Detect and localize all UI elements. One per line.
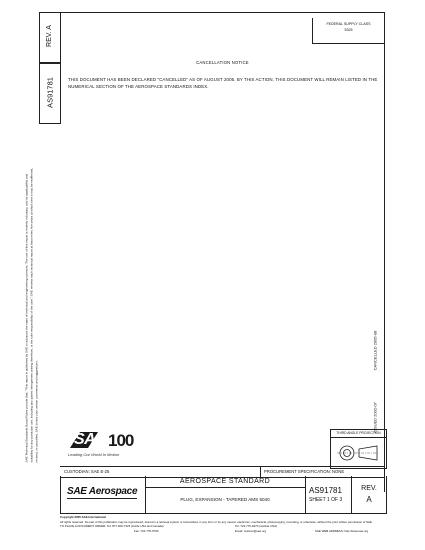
sheet-info: SHEET 1 OF 3 [309, 497, 343, 503]
third-angle-projection-icon [331, 438, 386, 468]
footer-order-row-2 [60, 529, 390, 534]
third-angle-projection-box [330, 429, 387, 469]
footer-tel-outside: Tel: 724-776-4970 (outside USA) [235, 524, 278, 529]
title-rev-value: A [366, 495, 372, 504]
side-std-number: AS91781 [45, 77, 55, 108]
title-rev-label: REV. [361, 485, 377, 492]
side-rev-value: A [46, 25, 53, 30]
side-std-box [39, 62, 61, 124]
logo-tagline: Leading Our World In Motion [68, 452, 120, 457]
side-rev-label: REV. [46, 31, 53, 47]
footer-email: Email: custsvc@sae.org [235, 528, 267, 533]
footer-rights: All rights reserved. No part of this publication may be reproduced, stored in a retrieval system or transmitted, in any form or by any means, electronic, mechanical, photocopying, recording, or otherwise, without the prior written permission of SAE. [60, 519, 373, 524]
footer-order-line-1: TO PLACE A DOCUMENT ORDER: Tel: 877-606-7323 (inside USA and Canada) [60, 524, 164, 529]
title-block [60, 476, 387, 514]
logo-underline [67, 498, 137, 499]
title-block-logo-cell [61, 476, 146, 513]
procurement-label: PROCUREMENT SPECIFICATION: NONE [264, 469, 345, 474]
footer-web: SAE WEB ADDRESS: http://www.sae.org [315, 528, 369, 533]
footer-order-line-2: Fax: 724-776-0790 [134, 528, 159, 533]
footer-copyright: Copyright 2005 SAE International [60, 515, 106, 519]
notice-title: CANCELLATION NOTICE [196, 60, 249, 65]
side-issued-date: ISSUED 2002-07 [372, 402, 378, 433]
footer [60, 515, 390, 533]
sae-mark: SAE [74, 431, 106, 448]
notice-body: THIS DOCUMENT HAS BEEN DECLARED "CANCELLED" AS OF AUGUST 2005. BY THIS ACTION, THIS DOCUMENT WILL REMAIN LISTED IN THE NUMERICAL SECTION OF THE AEROSPACE STANDARDS INDEX. [68, 77, 378, 89]
third-angle-label: THIRD ANGLE PROJECTION [331, 430, 386, 438]
page-border-right [384, 12, 385, 492]
doc-number: AS91781 [309, 486, 342, 495]
custodian-label: CUSTODIAN: SAE E-25 [64, 469, 110, 474]
sae-aerospace-logo: SAE Aerospace [67, 486, 138, 497]
title-cell: PLUG, EXPANSION - TAPERED AMS 5040 [180, 497, 270, 502]
side-rev-box [39, 12, 61, 64]
category-cell: AEROSPACE STANDARD [145, 476, 305, 488]
page-border-top [60, 12, 385, 13]
anniversary-mark: 100 [108, 431, 134, 450]
side-cancelled-date: CANCELLED 2005-08 [372, 330, 378, 371]
sae-100-logo [66, 428, 156, 458]
federal-supply-class-label: FEDERAL SUPPLY CLASS [326, 22, 371, 26]
side-rev [46, 16, 54, 56]
title-divider [305, 476, 306, 513]
federal-supply-class-box [312, 18, 384, 44]
federal-supply-class-value: 5325 [344, 28, 353, 32]
side-legal-text: SAE Technical Standards Board Rules provide that: "This report is published by SAE to advance the state of technical and engineering sciences. The use of this report is entirely voluntary, and its applicability and suitability for any particular use, including any patent infringement arising therefrom, is the sole responsibility of the user." SAE reviews each technical report at least every five years at which time it may be reaffirmed, revised, or cancelled. SAE invites your written comments and suggestions. [24, 167, 39, 463]
